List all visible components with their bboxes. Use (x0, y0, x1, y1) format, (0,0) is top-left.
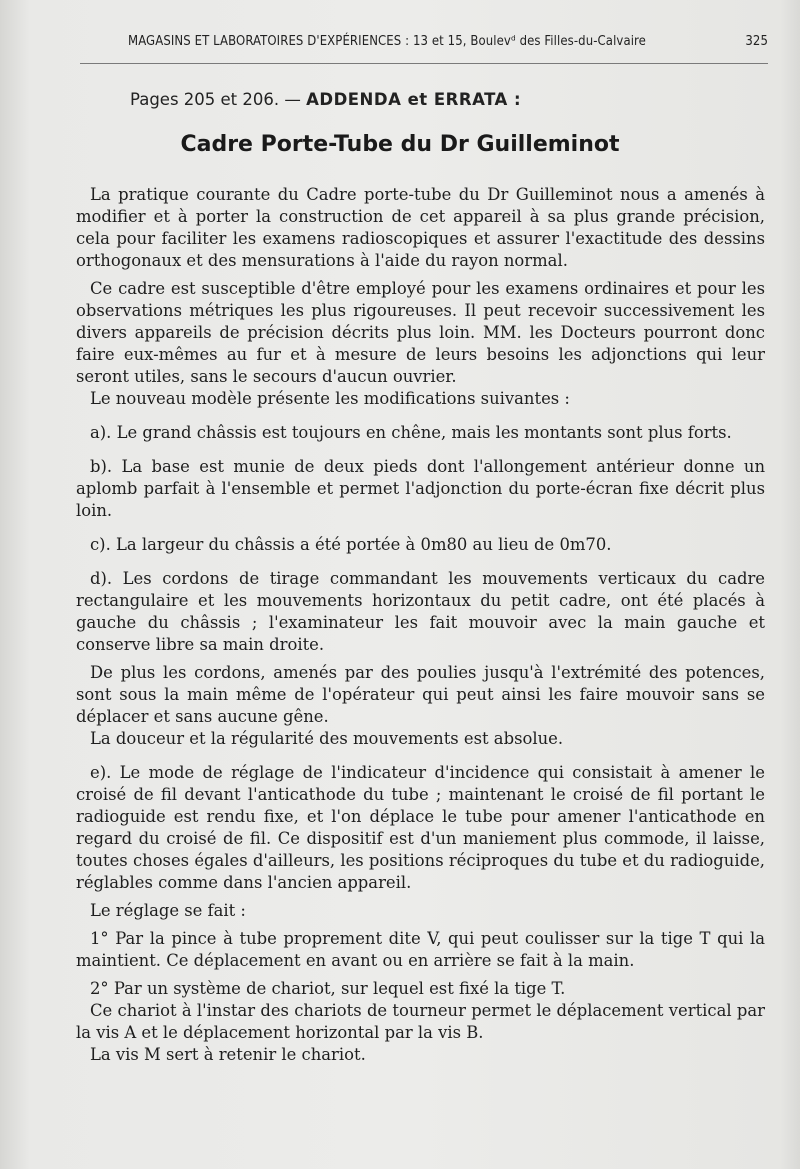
paragraph: Le nouveau modèle présente les modifications suivantes : (90, 389, 570, 408)
running-head (128, 34, 768, 49)
list-item-d: d). Les cordons de tirage commandant les mouvements verticaux du cadre rectangulaire et les mouvements horizontaux du petit cadre, ont été placés à gauche du châssis ; l'examinateur les fait mouvoir avec la main gauche et conserve libre sa main droite. (76, 569, 765, 654)
running-title: MAGASINS ET LABORATOIRES D'EXPÉRIENCES : 13 et 15, Boulevᵈ des Filles-du-Calvaire (128, 34, 646, 49)
list-item-e: e). Le mode de réglage de l'indicateur d'incidence qui consistait à amener le croisé de fil devant l'anticathode du tube ; maintenant le croisé de fil portant le radioguide est rendu fixe, et l'on déplace le tube pour amener l'anticathode en regard du croisé de fil. Ce dispositif est d'un maniement plus commode, il laisse, toutes choses égales d'ailleurs, les positions réciproques du tube et du radioguide, réglables comme dans l'ancien appareil. (76, 763, 765, 892)
list-item-b: b). La base est munie de deux pieds dont l'allongement antérieur donne un aplomb parfait à l'ensemble et permet l'adjonction du porte-écran fixe décrit plus loin. (76, 457, 765, 520)
article-body (76, 184, 765, 1066)
paragraph: La pratique courante du Cadre porte-tube du Dr Guilleminot nous a amenés à modifier et à porter la construction de cet appareil à sa plus grande précision, cela pour faciliter les examens radioscopiques et assurer l'exactitude des dessins orthogonaux et des mensurations à l'aide du rayon normal. (76, 185, 765, 270)
paragraph: 1° Par la pince à tube proprement dite V, qui peut coulisser sur la tige T qui la maintient. Ce déplacement en avant ou en arrière se fait à la main. (76, 929, 765, 970)
page-number: 325 (745, 34, 768, 49)
header-rule (80, 63, 768, 64)
list-item-a: a). Le grand châssis est toujours en chêne, mais les montants sont plus forts. (90, 423, 732, 442)
paragraph: 2° Par un système de chariot, sur lequel est fixé la tige T. (90, 979, 566, 998)
pages-note-prefix: Pages 205 et 206. — (130, 90, 307, 109)
addenda-errata-label: ADDENDA et ERRATA : (306, 90, 522, 109)
article-title: Cadre Porte-Tube du Dr Guilleminot (180, 132, 620, 157)
paragraph: Le réglage se fait : (90, 901, 246, 920)
paragraph: La vis M sert à retenir le chariot. (90, 1045, 366, 1064)
paragraph: Ce cadre est susceptible d'être employé pour les examens ordinaires et pour les observations métriques les plus rigoureuses. Il peut recevoir successivement les divers appareils de précision décrits plus loin. MM. les Docteurs pourront donc faire eux-mêmes au fur et à mesure de leurs besoins les adjonctions qui leur seront utiles, sans le secours d'aucun ouvrier. (76, 279, 765, 386)
paragraph: La douceur et la régularité des mouvements est absolue. (90, 729, 564, 748)
pages-note (130, 90, 521, 109)
list-item-c: c). La largeur du châssis a été portée à 0m80 au lieu de 0m70. (90, 535, 612, 554)
paragraph: Ce chariot à l'instar des chariots de tourneur permet le déplacement vertical par la vis A et le déplacement horizontal par la vis B. (76, 1001, 765, 1042)
paragraph: De plus les cordons, amenés par des poulies jusqu'à l'extrémité des potences, sont sous la main même de l'opérateur qui peut ainsi les faire mouvoir sans se déplacer et sans aucune gêne. (76, 663, 765, 726)
